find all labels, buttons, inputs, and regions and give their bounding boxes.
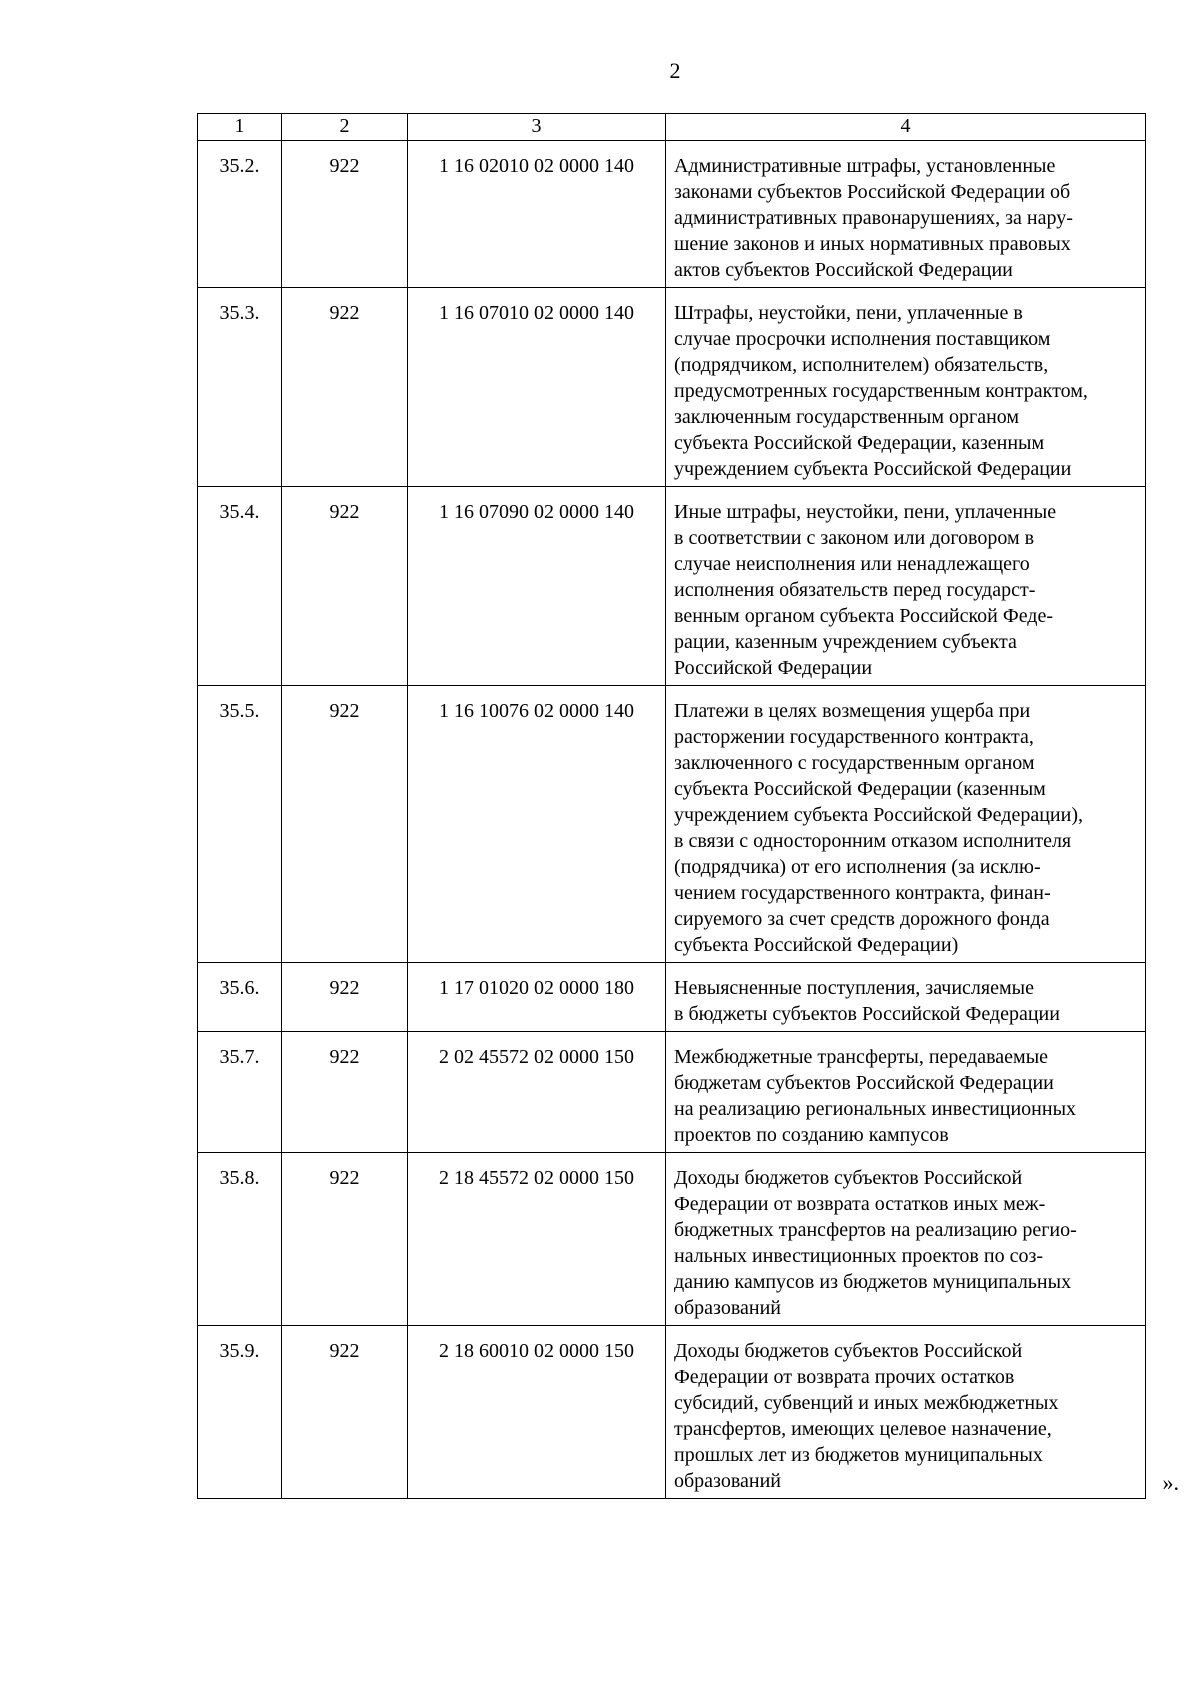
row-number-cell: 35.4.	[198, 487, 282, 686]
row-number-cell: 35.5.	[198, 686, 282, 963]
income-description-cell	[666, 1153, 1146, 1326]
description-line: актов субъектов Российской Федерации	[674, 259, 1013, 281]
admin-code-cell: 922	[282, 288, 408, 487]
description-line: образований	[674, 1297, 782, 1319]
table-row	[198, 1153, 1146, 1326]
description-line: венным органом субъекта Российской Феде-	[674, 605, 1054, 627]
description-line: Административные штрафы, установленные	[674, 155, 1056, 177]
row-number-cell: 35.6.	[198, 963, 282, 1032]
page-number: 2	[669, 58, 681, 83]
description-line: бюджетам субъектов Российской Федерации	[674, 1072, 1054, 1094]
description-line: Федерации от возврата прочих остатков	[674, 1366, 1015, 1388]
description-line: в соответствии с законом или договором в	[674, 527, 1035, 549]
income-description-cell	[666, 963, 1146, 1032]
description-line: проектов по созданию кампусов	[674, 1124, 949, 1146]
description-line: субъекта Российской Федерации)	[674, 934, 959, 956]
description-line: случае просрочки исполнения поставщиком	[674, 328, 1051, 350]
budget-classification-code-cell: 1 16 07090 02 0000 140	[408, 487, 666, 686]
table-row	[198, 288, 1146, 487]
column-header-3: 3	[408, 114, 666, 141]
description-line: исполнения обязательств перед государст-	[674, 579, 1036, 601]
budget-classification-code-cell: 1 16 07010 02 0000 140	[408, 288, 666, 487]
description-line: на реализацию региональных инвестиционных	[674, 1098, 1077, 1120]
description-line: учреждением субъекта Российской Федерации),	[674, 804, 1083, 826]
admin-code-cell: 922	[282, 686, 408, 963]
description-line: образований	[674, 1470, 782, 1492]
description-line: Межбюджетные трансферты, передаваемые	[674, 1046, 1049, 1068]
table-row	[198, 487, 1146, 686]
column-header-1: 1	[198, 114, 282, 141]
description-line: заключенного с государственным органом	[674, 752, 1035, 774]
table-row	[198, 686, 1146, 963]
description-line: расторжении государственного контракта,	[674, 726, 1034, 748]
description-line: случае неисполнения или ненадлежащего	[674, 553, 1030, 575]
description-line: Невыясненные поступления, зачисляемые	[674, 977, 1034, 999]
description-line: рации, казенным учреждением субъекта	[674, 631, 1017, 653]
budget-classification-code-cell: 2 02 45572 02 0000 150	[408, 1032, 666, 1153]
admin-code-cell: 922	[282, 1153, 408, 1326]
budget-classification-code-cell: 1 16 02010 02 0000 140	[408, 141, 666, 288]
table-body	[198, 141, 1179, 1499]
budget-classification-code-cell: 1 16 10076 02 0000 140	[408, 686, 666, 963]
row-number-cell: 35.2.	[198, 141, 282, 288]
description-line: субъекта Российской Федерации, казенным	[674, 432, 1045, 454]
description-line: бюджетных трансфертов на реализацию регио-	[674, 1219, 1077, 1241]
table-row	[198, 1032, 1146, 1153]
row-number-cell: 35.7.	[198, 1032, 282, 1153]
description-line: субсидий, субвенций и иных межбюджетных	[674, 1392, 1059, 1414]
description-line: Иные штрафы, неустойки, пени, уплаченные	[674, 501, 1057, 523]
row-number-cell: 35.8.	[198, 1153, 282, 1326]
description-line: в связи с односторонним отказом исполнителя	[674, 830, 1072, 852]
description-line: (подрядчиком, исполнителем) обязательств,	[674, 354, 1049, 376]
income-description-cell	[666, 686, 1146, 963]
admin-code-cell: 922	[282, 141, 408, 288]
description-line: данию кампусов из бюджетов муниципальных	[674, 1271, 1072, 1293]
table-row	[198, 1326, 1146, 1499]
description-line: предусмотренных государственным контрактом,	[674, 380, 1088, 402]
description-line: заключенным государственным органом	[674, 406, 1020, 428]
budget-classification-code-cell: 1 17 01020 02 0000 180	[408, 963, 666, 1032]
income-description-cell	[666, 288, 1146, 487]
closing-quote-mark: ».	[1162, 1470, 1179, 1495]
description-line: трансфертов, имеющих целевое назначение,	[674, 1418, 1052, 1440]
admin-code-cell: 922	[282, 963, 408, 1032]
table-header-row	[198, 114, 1146, 141]
income-description-cell	[666, 1032, 1146, 1153]
admin-code-cell: 922	[282, 487, 408, 686]
column-header-2: 2	[282, 114, 408, 141]
budget-classification-code-cell: 2 18 45572 02 0000 150	[408, 1153, 666, 1326]
budget-classification-code-cell: 2 18 60010 02 0000 150	[408, 1326, 666, 1499]
description-line: (подрядчика) от его исполнения (за исклю-	[674, 856, 1041, 878]
budget-codes-table	[197, 113, 1179, 1499]
income-description-cell	[666, 1326, 1179, 1499]
description-line: нальных инвестиционных проектов по соз-	[674, 1245, 1044, 1267]
income-description-cell	[666, 487, 1146, 686]
description-line: учреждением субъекта Российской Федерации	[674, 458, 1072, 480]
description-line: чением государственного контракта, финан-	[674, 882, 1051, 904]
description-line: сируемого за счет средств дорожного фонда	[674, 908, 1050, 930]
admin-code-cell: 922	[282, 1032, 408, 1153]
description-line: законами субъектов Российской Федерации об	[674, 181, 1071, 203]
description-line: шение законов и иных нормативных правовых	[674, 233, 1071, 255]
row-number-cell: 35.3.	[198, 288, 282, 487]
description-line: в бюджеты субъектов Российской Федерации	[674, 1003, 1060, 1025]
description-line: субъекта Российской Федерации (казенным	[674, 778, 1046, 800]
description-line: Доходы бюджетов субъектов Российской	[674, 1167, 1023, 1189]
description-line: прошлых лет из бюджетов муниципальных	[674, 1444, 1043, 1466]
description-line: Федерации от возврата остатков иных меж-	[674, 1193, 1046, 1215]
description-line: Доходы бюджетов субъектов Российской	[674, 1340, 1023, 1362]
table-row	[198, 141, 1146, 288]
income-description-cell	[666, 141, 1146, 288]
table-row	[198, 963, 1146, 1032]
column-header-4: 4	[666, 114, 1146, 141]
description-line: Штрафы, неустойки, пени, уплаченные в	[674, 302, 1023, 324]
description-line: административных правонарушениях, за нару-	[674, 207, 1073, 229]
description-line: Платежи в целях возмещения ущерба при	[674, 700, 1031, 722]
admin-code-cell: 922	[282, 1326, 408, 1499]
description-line: Российской Федерации	[674, 657, 873, 679]
row-number-cell: 35.9.	[198, 1326, 282, 1499]
